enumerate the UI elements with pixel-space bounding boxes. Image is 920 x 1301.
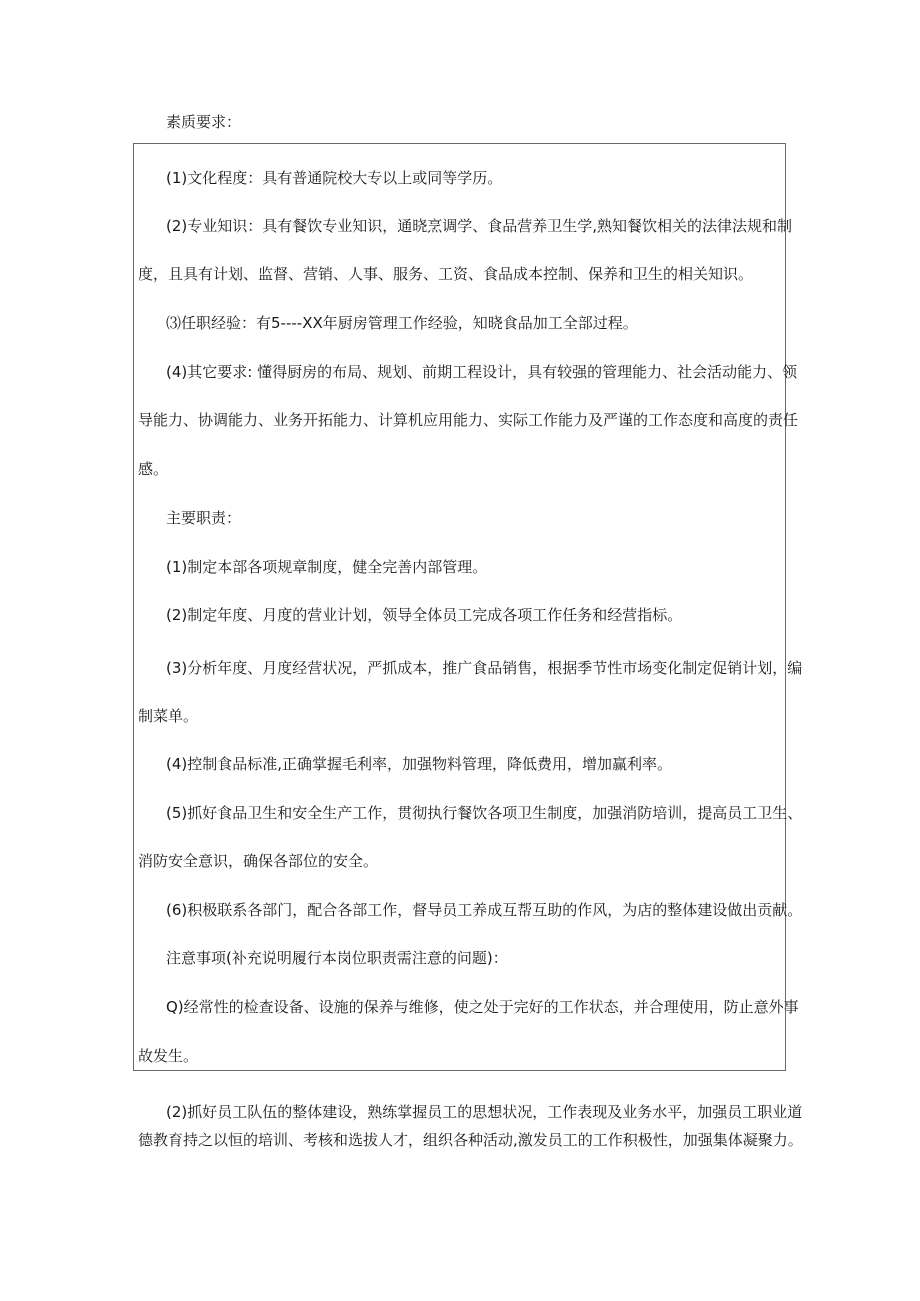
quality-item-1: (1)文化程度：具有普通院校大专以上或同等学历。	[166, 169, 503, 187]
quality-item-2-line-2: 度，且具有计划、监督、营销、人事、服务、工资、食品成本控制、保养和卫生的相关知识。	[138, 265, 754, 283]
notes-heading: 注意事项(补充说明履行本岗位职责需注意的问题)：	[166, 949, 508, 967]
note-item-1-line-2: 故发生。	[138, 1047, 199, 1065]
quality-item-2-line-1: (2)专业知识：具有餐饮专业知识，通晓烹调学、食品营养卫生学,熟知餐饮相关的法律法规和制	[166, 217, 793, 235]
duty-item-4: (4)控制食品标准,正确掌握毛利率，加强物料管理，降低费用，增加赢利率。	[166, 755, 673, 773]
quality-item-4-line-2: 导能力、协调能力、业务开拓能力、计算机应用能力、实际工作能力及严谨的工作态度和高度的责任	[138, 411, 799, 429]
quality-item-4-line-3: 感。	[138, 460, 169, 478]
note-item-2-line-2: 德教育持之以恒的培训、考核和选拔人才，组织各种活动,激发员工的工作积极性，加强集体凝聚力。	[138, 1131, 803, 1149]
duties-heading: 主要职责：	[166, 509, 242, 527]
duty-item-1: (1)制定本部各项规章制度，健全完善内部管理。	[166, 558, 488, 576]
duty-item-5-line-1: (5)抓好食品卫生和安全生产工作，贯彻执行餐饮各项卫生制度，加强消防培训，提高员工卫生、	[166, 804, 803, 822]
quality-item-3: ⑶任职经验：有5----XX年厨房管理工作经验，知晓食品加工全部过程。	[166, 314, 638, 332]
quality-item-4-line-1: (4)其它要求: 懂得厨房的布局、规划、前期工程设计，具有较强的管理能力、社会活动能力、领	[166, 363, 798, 381]
duty-item-3-line-1: (3)分析年度、月度经营状况，严抓成本，推广食品销售，根据季节性市场变化制定促销计划，编	[166, 659, 803, 677]
duty-item-5-line-2: 消防安全意识，确保各部位的安全。	[138, 852, 379, 870]
quality-heading: 素质要求：	[166, 113, 242, 131]
duty-item-6: (6)积极联系各部门，配合各部工作，督导员工养成互帮互助的作风，为店的整体建设做出贡献。	[166, 901, 803, 919]
duty-item-3-line-2: 制菜单。	[138, 707, 199, 725]
note-item-1-line-1: Q)经常性的检查设备、设施的保养与维修，使之处于完好的工作状态，并合理使用，防止意外事	[166, 998, 799, 1016]
note-item-2-line-1: (2)抓好员工队伍的整体建设，熟练掌握员工的思想状况，工作表现及业务水平，加强员工职业道	[166, 1103, 803, 1121]
duty-item-2: (2)制定年度、月度的营业计划，领导全体员工完成各项工作任务和经营指标。	[166, 606, 683, 624]
